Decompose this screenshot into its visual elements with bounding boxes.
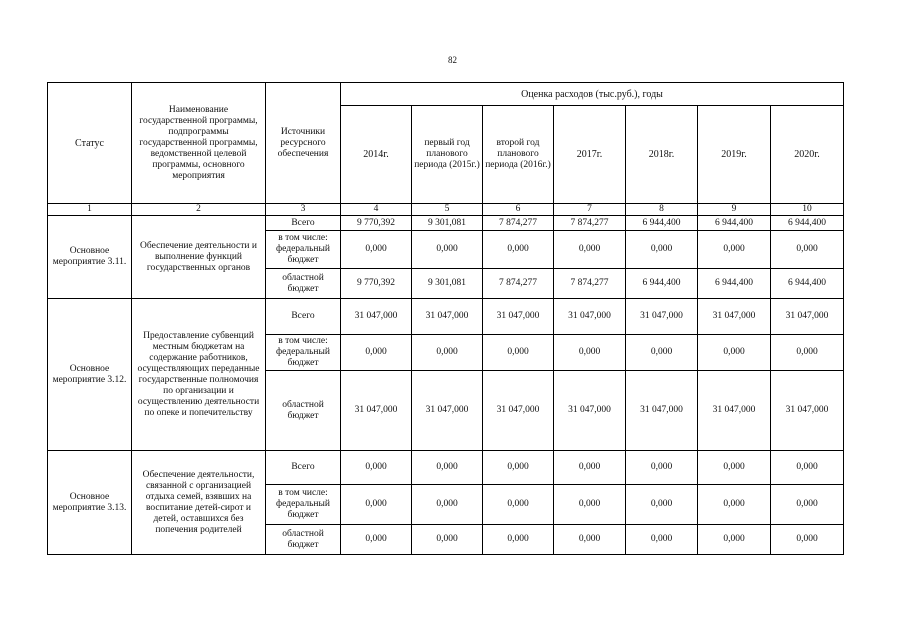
column-number: 3 [266,204,341,216]
table-cell: 9 770,392 [341,269,412,299]
column-number: 7 [554,204,626,216]
table-cell: 0,000 [483,231,554,269]
page-number: 82 [448,55,457,65]
table-cell: 31 047,000 [771,371,844,451]
table-cell: 0,000 [626,335,698,371]
table-cell: 0,000 [483,485,554,525]
header-program-name: Наименование государственной программы, подпрограммы государственной программы, ведомственной целевой программы, основного мероприятия [132,83,266,204]
table-cell: 6 944,400 [626,269,698,299]
column-number: 8 [626,204,698,216]
resource-table [47,82,844,555]
table-cell: 7 874,277 [554,269,626,299]
table-cell: 0,000 [698,451,771,485]
source-label: в том числе: федеральный бюджет [266,231,341,269]
table-cell: 0,000 [554,335,626,371]
table-cell: 6 944,400 [698,216,771,231]
table-cell: 0,000 [412,525,483,555]
table-cell: 0,000 [554,525,626,555]
table-cell: 31 047,000 [698,371,771,451]
header-status: Статус [48,83,132,204]
table-cell: 0,000 [554,451,626,485]
table-cell: 6 944,400 [771,269,844,299]
table-cell: 0,000 [412,335,483,371]
table-cell: 7 874,277 [483,216,554,231]
source-label: областной бюджет [266,269,341,299]
table-cell: 0,000 [698,485,771,525]
column-number: 5 [412,204,483,216]
table-cell: 0,000 [698,335,771,371]
table-cell: 0,000 [554,231,626,269]
section-status: Основное мероприятие 3.12. [48,299,132,451]
header-year-2020: 2020г. [771,106,844,204]
table-cell: 0,000 [412,451,483,485]
column-number: 6 [483,204,554,216]
table-cell: 31 047,000 [554,371,626,451]
source-label: в том числе: федеральный бюджет [266,485,341,525]
source-label: Всего [266,299,341,335]
table-cell: 6 944,400 [626,216,698,231]
table-cell: 0,000 [412,231,483,269]
header-year-2019: 2019г. [698,106,771,204]
table-cell: 31 047,000 [412,299,483,335]
table-cell: 0,000 [554,485,626,525]
table-cell: 0,000 [626,485,698,525]
table-cell: 0,000 [698,525,771,555]
table-cell: 0,000 [341,231,412,269]
column-number: 2 [132,204,266,216]
table-cell: 31 047,000 [698,299,771,335]
source-label: в том числе: федеральный бюджет [266,335,341,371]
header-year-2017: 2017г. [554,106,626,204]
table-cell: 0,000 [771,525,844,555]
table-cell: 0,000 [626,451,698,485]
table-cell: 0,000 [771,451,844,485]
table-cell: 9 770,392 [341,216,412,231]
table-cell: 6 944,400 [771,216,844,231]
header-year-2018: 2018г. [626,106,698,204]
header-expenses-group: Оценка расходов (тыс.руб.), годы [341,83,844,106]
table-cell: 0,000 [771,231,844,269]
source-label: Всего [266,451,341,485]
table-cell: 9 301,081 [412,216,483,231]
table-cell: 7 874,277 [554,216,626,231]
table-cell: 31 047,000 [626,371,698,451]
table-cell: 31 047,000 [341,299,412,335]
header-year-2015: первый год планового периода (2015г.) [412,106,483,204]
table-cell: 0,000 [626,525,698,555]
section-name: Предоставление субвенций местным бюджетам на содержание работников, осуществляющих переданные государственные полномочия по организации и осуществлению деятельности по опеке и попечительству [132,299,266,451]
table-cell: 0,000 [341,335,412,371]
section-name: Обеспечение деятельности и выполнение функций государственных органов [132,216,266,299]
table-cell: 0,000 [626,231,698,269]
header-sources: Источники ресурсного обеспечения [266,83,341,204]
table-cell: 0,000 [771,335,844,371]
column-number: 9 [698,204,771,216]
table-cell: 0,000 [771,485,844,525]
source-label: областной бюджет [266,525,341,555]
column-number: 1 [48,204,132,216]
table-cell: 0,000 [483,525,554,555]
section-name: Обеспечение деятельности, связанной с организацией отдыха семей, взявших на воспитание детей-сирот и детей, оставшихся без попечения родителей [132,451,266,555]
column-number: 10 [771,204,844,216]
table-cell: 0,000 [483,335,554,371]
table-cell: 6 944,400 [698,269,771,299]
table-cell: 0,000 [341,525,412,555]
table-cell: 7 874,277 [483,269,554,299]
table-cell: 0,000 [698,231,771,269]
table-cell: 31 047,000 [626,299,698,335]
table-cell: 0,000 [341,451,412,485]
table-cell: 0,000 [483,451,554,485]
header-year-2016: второй год планового периода (2016г.) [483,106,554,204]
table-cell: 31 047,000 [771,299,844,335]
section-status: Основное мероприятие 3.13. [48,451,132,555]
table-cell: 31 047,000 [554,299,626,335]
column-number: 4 [341,204,412,216]
table-cell: 0,000 [412,485,483,525]
table-cell: 9 301,081 [412,269,483,299]
header-year-2014: 2014г. [341,106,412,204]
source-label: Всего [266,216,341,231]
table-cell: 31 047,000 [483,299,554,335]
source-label: областной бюджет [266,371,341,451]
table-cell: 31 047,000 [341,371,412,451]
table-cell: 31 047,000 [483,371,554,451]
section-status: Основное мероприятие 3.11. [48,216,132,299]
table-cell: 31 047,000 [412,371,483,451]
table-cell: 0,000 [341,485,412,525]
